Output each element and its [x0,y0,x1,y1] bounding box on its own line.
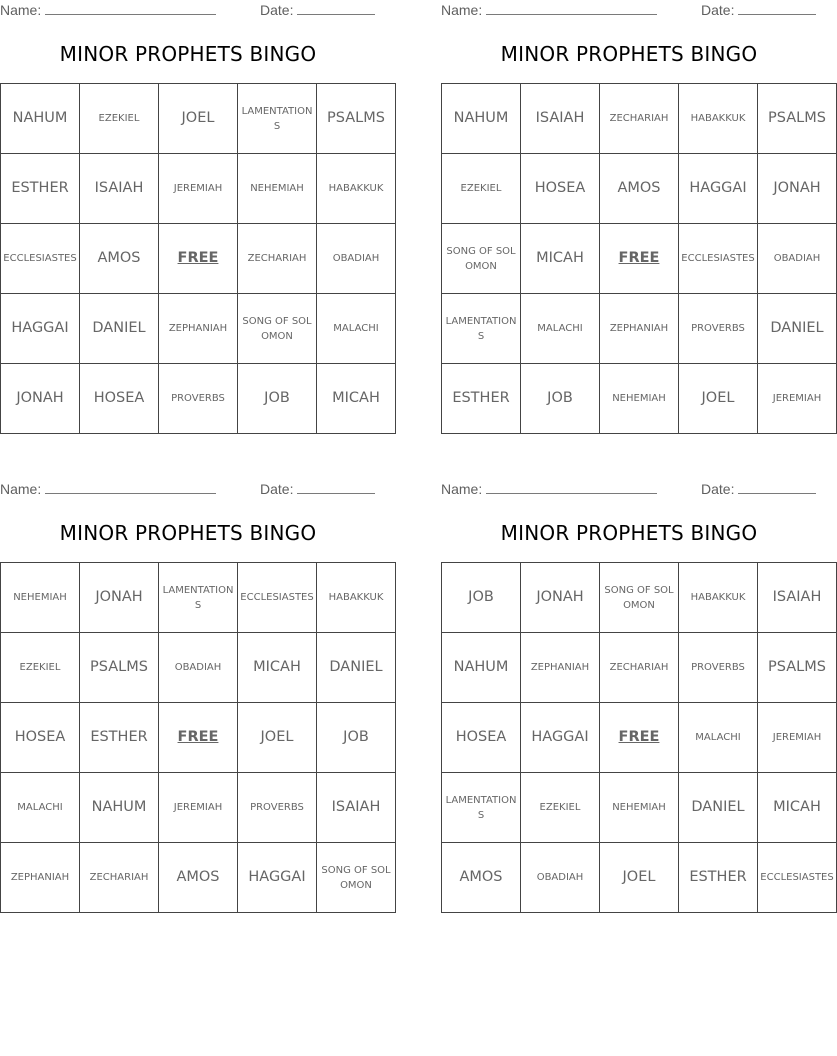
bingo-cell: JOB [442,563,521,633]
bingo-cell: DANIEL [758,294,837,364]
bingo-cell: AMOS [80,224,159,294]
bingo-cell: JONAH [1,364,80,434]
bingo-cell: DANIEL [679,773,758,843]
bingo-cell: HABAKKUK [317,154,396,224]
date-field [260,479,375,499]
bingo-card [0,0,385,434]
bingo-cell: PROVERBS [679,633,758,703]
bingo-cell: ISAIAH [80,154,159,224]
bingo-grid [441,83,837,434]
grid-row [442,703,837,773]
bingo-cell: AMOS [159,843,238,913]
grid-row [442,84,837,154]
bingo-cell: PROVERBS [159,364,238,434]
bingo-cell: ESTHER [1,154,80,224]
bingo-cell: HOSEA [80,364,159,434]
bingo-cell: MICAH [238,633,317,703]
date-field [701,479,816,499]
bingo-cell: AMOS [442,843,521,913]
grid-row [1,843,396,913]
bingo-cell: HAGGAI [679,154,758,224]
card-title: MINOR PROPHETS BINGO [500,42,758,66]
bingo-cell: JOEL [600,843,679,913]
grid-row [1,703,396,773]
bingo-cell: ZECHARIAH [80,843,159,913]
bingo-cell: MICAH [758,773,837,843]
bingo-cell: ZEPHANIAH [600,294,679,364]
grid-row [442,563,837,633]
grid-row [1,633,396,703]
grid-row [1,364,396,434]
bingo-cell: NEHEMIAH [600,773,679,843]
bingo-cell: OBADIAH [317,224,396,294]
date-blank-line[interactable] [297,2,375,15]
name-field [441,479,657,499]
grid-row [442,364,837,434]
name-label: Name: [0,481,42,497]
grid-row [442,633,837,703]
bingo-cell: JOB [238,364,317,434]
bingo-cell: HOSEA [442,703,521,773]
grid-row [442,843,837,913]
bingo-cell: NAHUM [1,84,80,154]
grid-row [442,294,837,364]
bingo-grid [441,562,837,913]
bingo-cell: JEREMIAH [758,703,837,773]
bingo-cell: JOEL [159,84,238,154]
bingo-cell: ESTHER [679,843,758,913]
bingo-cell: PROVERBS [679,294,758,364]
bingo-cell: ECCLESIASTES [758,843,837,913]
bingo-cell: EZEKIEL [80,84,159,154]
grid-row [1,773,396,843]
bingo-cell: SONG OF SOLOMON [600,563,679,633]
name-label: Name: [0,2,42,18]
bingo-cell: PSALMS [317,84,396,154]
name-blank-line[interactable] [45,481,216,494]
bingo-cell: ISAIAH [317,773,396,843]
card-title: MINOR PROPHETS BINGO [500,521,758,545]
bingo-cell: ISAIAH [758,563,837,633]
bingo-cell: OBADIAH [758,224,837,294]
date-label: Date: [260,481,294,497]
bingo-cell: ECCLESIASTES [679,224,758,294]
bingo-cell: HABAKKUK [679,84,758,154]
bingo-cell: SONG OF SOLOMON [317,843,396,913]
bingo-cell: HABAKKUK [679,563,758,633]
bingo-cell: PSALMS [80,633,159,703]
bingo-cell: MICAH [317,364,396,434]
bingo-cell: ECCLESIASTES [1,224,80,294]
name-blank-line[interactable] [486,2,657,15]
bingo-cell: PSALMS [758,84,837,154]
date-label: Date: [260,2,294,18]
bingo-cell: HOSEA [521,154,600,224]
grid-row [442,154,837,224]
bingo-cell: ISAIAH [521,84,600,154]
bingo-cell: JONAH [80,563,159,633]
bingo-cell: ZEPHANIAH [1,843,80,913]
bingo-card [441,479,834,913]
bingo-cell: MALACHI [317,294,396,364]
bingo-cell: PSALMS [758,633,837,703]
bingo-cell: DANIEL [80,294,159,364]
grid-row [1,224,396,294]
date-blank-line[interactable] [738,2,816,15]
name-blank-line[interactable] [486,481,657,494]
bingo-cell: NEHEMIAH [600,364,679,434]
bingo-cell: NAHUM [80,773,159,843]
free-space-cell: FREE [159,703,238,773]
bingo-cell: HAGGAI [521,703,600,773]
bingo-cell: ZEPHANIAH [159,294,238,364]
date-field [701,0,816,20]
bingo-grid [0,562,396,913]
bingo-cell: JEREMIAH [758,364,837,434]
name-field [0,479,216,499]
grid-row [1,563,396,633]
name-blank-line[interactable] [45,2,216,15]
bingo-cell: NEHEMIAH [1,563,80,633]
bingo-cell: HAGGAI [238,843,317,913]
bingo-cell: EZEKIEL [442,154,521,224]
bingo-cell: SONG OF SOLOMON [442,224,521,294]
bingo-cell: ZEPHANIAH [521,633,600,703]
bingo-cell: MICAH [521,224,600,294]
grid-row [1,84,396,154]
bingo-cell: EZEKIEL [521,773,600,843]
bingo-cell: JOEL [238,703,317,773]
bingo-cell: ESTHER [80,703,159,773]
bingo-cell: JOB [317,703,396,773]
bingo-cell: HOSEA [1,703,80,773]
date-field [260,0,375,20]
bingo-cell: EZEKIEL [1,633,80,703]
bingo-cell: ESTHER [442,364,521,434]
bingo-cell: ZECHARIAH [600,84,679,154]
date-blank-line[interactable] [738,481,816,494]
bingo-card [441,0,826,434]
card-title: MINOR PROPHETS BINGO [59,42,317,66]
bingo-cell: NAHUM [442,633,521,703]
bingo-cell: AMOS [600,154,679,224]
bingo-cell: ZECHARIAH [238,224,317,294]
bingo-cell: NAHUM [442,84,521,154]
bingo-cell: HAGGAI [1,294,80,364]
grid-row [442,773,837,843]
bingo-cell: JONAH [521,563,600,633]
name-label: Name: [441,2,483,18]
bingo-cell: JOEL [679,364,758,434]
date-blank-line[interactable] [297,481,375,494]
bingo-cell: MALACHI [679,703,758,773]
bingo-cell: OBADIAH [159,633,238,703]
name-label: Name: [441,481,483,497]
name-field [0,0,216,20]
grid-row [442,224,837,294]
grid-row [1,294,396,364]
name-field [441,0,657,20]
bingo-cell: MALACHI [521,294,600,364]
bingo-cell: OBADIAH [521,843,600,913]
card-title: MINOR PROPHETS BINGO [59,521,317,545]
bingo-cell: JOB [521,364,600,434]
grid-row [1,154,396,224]
date-label: Date: [701,2,735,18]
bingo-cell: JEREMIAH [159,773,238,843]
bingo-grid [0,83,396,434]
bingo-cell: LAMENTATIONS [442,773,521,843]
bingo-card [0,479,391,913]
bingo-cell: PROVERBS [238,773,317,843]
bingo-cell: DANIEL [317,633,396,703]
bingo-cell: LAMENTATIONS [442,294,521,364]
free-space-cell: FREE [600,224,679,294]
free-space-cell: FREE [600,703,679,773]
bingo-cell: ECCLESIASTES [238,563,317,633]
bingo-cell: JEREMIAH [159,154,238,224]
bingo-cell: MALACHI [1,773,80,843]
bingo-cell: JONAH [758,154,837,224]
bingo-cell: LAMENTATIONS [159,563,238,633]
bingo-cell: HABAKKUK [317,563,396,633]
bingo-cell: NEHEMIAH [238,154,317,224]
free-space-cell: FREE [159,224,238,294]
bingo-cell: SONG OF SOLOMON [238,294,317,364]
bingo-cell: LAMENTATIONS [238,84,317,154]
bingo-cell: ZECHARIAH [600,633,679,703]
date-label: Date: [701,481,735,497]
